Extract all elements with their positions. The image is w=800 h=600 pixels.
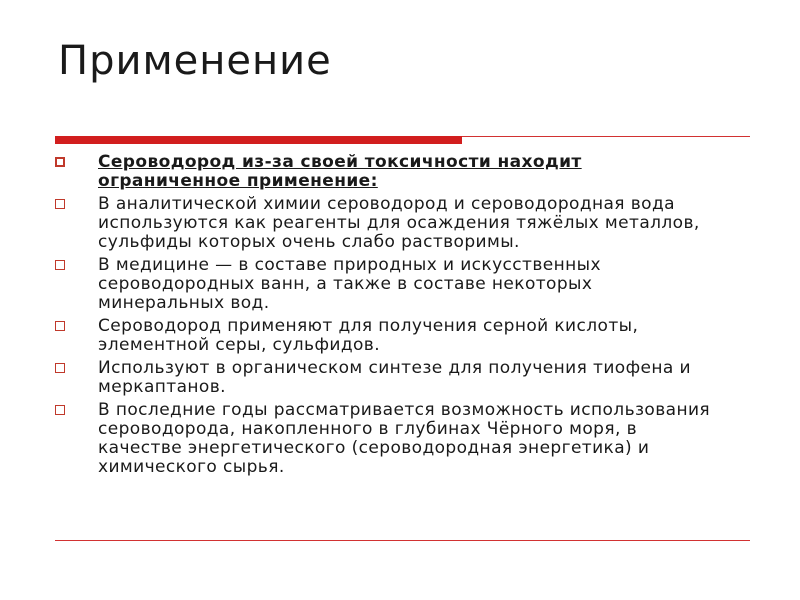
square-bullet-icon xyxy=(55,405,65,415)
bullet-text: В аналитической химии сероводород и сероводородная вода используются как реагенты для осаждения тяжёлых металлов, сульфиды которых очень слабо растворимы. xyxy=(98,194,700,252)
square-bullet-icon xyxy=(55,260,65,270)
bullet-text: В медицине — в составе природных и искусственных сероводородных ванн, а также в составе некоторых минеральных вод. xyxy=(98,255,601,313)
bullet-item-analytical-chemistry xyxy=(55,195,715,252)
bottom-divider xyxy=(55,540,750,541)
bullet-text: Используют в органическом синтезе для получения тиофена и меркаптанов. xyxy=(98,358,691,397)
bullet-text: В последние годы рассматривается возможность использования сероводорода, накопленного в глубинах Чёрного моря, в качестве энергетического (сероводородная энергетика) и химического сырья. xyxy=(98,400,711,477)
square-bullet-icon xyxy=(55,157,65,167)
square-bullet-icon xyxy=(55,363,65,373)
bullet-item-medicine xyxy=(55,256,715,313)
bullet-list xyxy=(55,153,715,481)
bullet-text: Сероводород применяют для получения серной кислоты, элементной серы, сульфидов. xyxy=(98,316,639,355)
square-bullet-icon xyxy=(55,199,65,209)
bullet-text: Сероводород из-за своей токсичности находит ограниченное применение: xyxy=(98,152,582,191)
bullet-item-black-sea-energy xyxy=(55,401,715,477)
slide-title: Применение xyxy=(58,38,332,84)
bullet-item-intro xyxy=(55,153,715,191)
top-divider-accent xyxy=(55,136,462,144)
square-bullet-icon xyxy=(55,321,65,331)
bullet-item-sulfuric-acid xyxy=(55,317,715,355)
bullet-item-organic-synthesis xyxy=(55,359,715,397)
